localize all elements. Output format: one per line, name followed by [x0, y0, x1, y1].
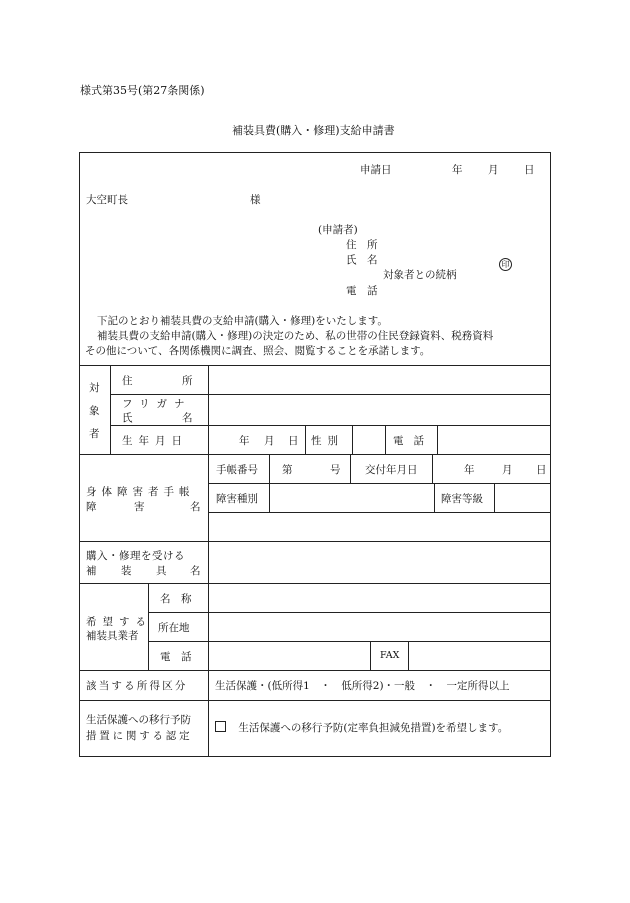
- document-title: 補装具費(購入・修理)支給申請書: [232, 124, 395, 137]
- date-month-label: 月: [488, 164, 499, 176]
- transition-label-line-2: 措置に関する認定: [86, 730, 193, 742]
- divider: [408, 641, 409, 670]
- divider: [79, 583, 551, 584]
- vendor-label-line-1: 希望する: [86, 616, 152, 628]
- statement-line-1: 下記のとおり補装具費の支給申請(購入・修理)をいたします。: [97, 315, 388, 327]
- issue-year-label: 年: [464, 464, 475, 476]
- subject-label-3: 者: [89, 428, 100, 440]
- handbook-number-label: 手帳番号: [216, 464, 258, 476]
- applicant-name-label: 氏 名: [346, 254, 378, 266]
- number-suffix: 号: [330, 464, 341, 476]
- seal-mark: [499, 252, 512, 271]
- divider: [434, 483, 435, 512]
- divider: [79, 541, 551, 542]
- transition-option: [215, 720, 508, 735]
- divider: [208, 483, 551, 484]
- divider: [110, 425, 551, 426]
- divider: [110, 394, 551, 395]
- subject-name-label-2: 名: [182, 412, 193, 424]
- equipment-label-line-1: 購入・修理を受ける: [86, 550, 185, 562]
- statement-line-2: 補装具費の支給申請(購入・修理)の決定のため、私の世帯の住民登録資料、税務資料: [97, 330, 494, 342]
- applicant-phone-label: 電 話: [346, 285, 378, 297]
- issue-date-label: 交付年月日: [365, 464, 418, 476]
- date-year-label: 年: [452, 164, 463, 176]
- equipment-label-char-1: 補: [86, 565, 97, 577]
- applicant-address-label: 住 所: [346, 239, 378, 251]
- applicant-label: (申請者): [318, 224, 358, 236]
- subject-address-label-1: 住: [122, 375, 133, 387]
- equipment-label-char-2: 装: [121, 565, 132, 577]
- divider: [110, 365, 111, 454]
- vendor-location-label: 所在地: [158, 622, 190, 634]
- income-category-options: 生活保護・(低所得1 ・ 低所得2)・一般 ・ 一定所得以上: [215, 680, 510, 692]
- form-number: 様式第35号(第27条関係): [80, 84, 205, 97]
- equipment-label-char-4: 名: [190, 565, 201, 577]
- vendor-label-line-2: 補装具業者: [86, 630, 139, 642]
- divider: [437, 425, 438, 454]
- subject-name-label-1: 氏: [122, 412, 133, 424]
- disability-name-label-2: 害: [134, 501, 145, 513]
- issue-month-label: 月: [502, 464, 513, 476]
- subject-label-2: 象: [89, 405, 100, 417]
- vendor-name-label: 名 称: [160, 593, 192, 605]
- divider: [385, 425, 386, 454]
- divider: [352, 425, 353, 454]
- vendor-phone-label: 電 話: [160, 651, 192, 663]
- furigana-label: フリガナ: [122, 398, 192, 410]
- divider: [79, 454, 551, 455]
- divider: [269, 454, 270, 512]
- divider: [79, 700, 551, 701]
- addressee: 大空町長: [86, 194, 128, 206]
- divider: [305, 425, 306, 454]
- transition-checkbox[interactable]: [215, 721, 226, 732]
- divider: [432, 454, 433, 483]
- birth-month-label: 月: [264, 435, 275, 447]
- divider: [208, 365, 209, 757]
- disability-type-label: 障害種別: [216, 493, 258, 505]
- handbook-label: 身体障害者手帳: [86, 486, 195, 498]
- subject-phone-label: 電話: [393, 435, 434, 447]
- birth-day-label: 日: [288, 435, 299, 447]
- disability-name-label-3: 名: [190, 501, 201, 513]
- equipment-label-char-3: 具: [156, 565, 167, 577]
- statement-line-3: その他について、各関係機関に調査、照会、閲覧することを承諾します。: [85, 345, 431, 357]
- honorific: 様: [250, 194, 261, 206]
- application-date-label: 申請日: [360, 164, 392, 176]
- subject-label-1: 対: [89, 382, 100, 394]
- birthdate-label: 生年月日: [122, 435, 188, 447]
- divider: [79, 365, 551, 366]
- birth-year-label: 年: [239, 435, 250, 447]
- seal-icon: 印: [499, 258, 512, 271]
- subject-address-label-2: 所: [182, 375, 193, 387]
- divider: [208, 512, 551, 513]
- income-category-label: 該当する所得区分: [86, 680, 188, 692]
- divider: [494, 483, 495, 512]
- transition-checkbox-text: 生活保護への移行予防(定率負担減免措置)を希望します。: [238, 722, 509, 734]
- divider: [79, 670, 551, 671]
- disability-grade-label: 障害等級: [441, 493, 483, 505]
- divider: [350, 454, 351, 483]
- vendor-fax-label: FAX: [380, 650, 400, 661]
- disability-name-label-1: 障: [86, 501, 97, 513]
- issue-day-label: 日: [536, 464, 547, 476]
- date-day-label: 日: [524, 164, 535, 176]
- number-prefix: 第: [282, 464, 293, 476]
- relation-label: 対象者との続柄: [383, 269, 457, 281]
- divider: [370, 641, 371, 670]
- transition-label-line-1: 生活保護への移行予防: [86, 714, 191, 726]
- sex-label: 性別: [311, 435, 344, 447]
